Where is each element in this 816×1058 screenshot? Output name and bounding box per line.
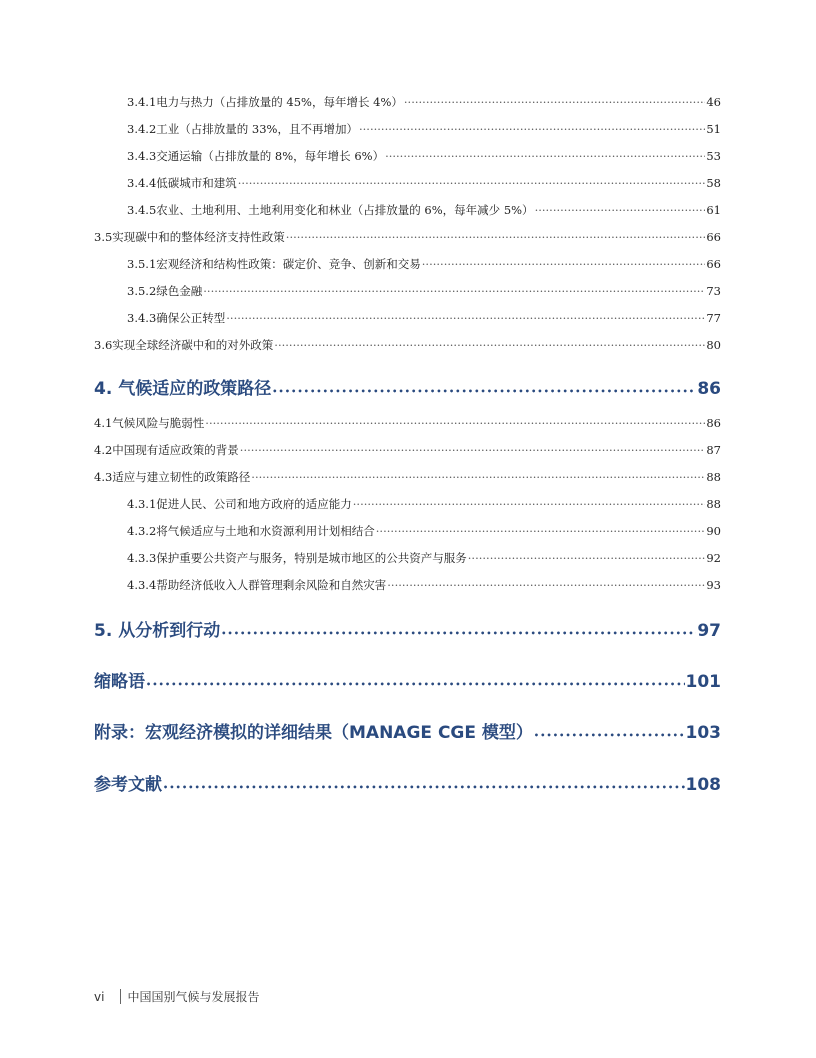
toc-leader-dots: [203, 283, 705, 299]
toc-number: 4.3.2: [127, 524, 157, 538]
toc-leader-dots: [387, 577, 705, 593]
toc-title: 电力与热力（占排放量的 45%，每年增长 4%）: [156, 95, 403, 109]
page-footer: [94, 988, 259, 1005]
toc-title: 附录：宏观经济模拟的详细结果（MANAGE CGE 模型）: [94, 723, 533, 743]
toc-leader-dots: [286, 229, 706, 245]
toc-title: 缩略语: [94, 672, 145, 692]
toc-entry-4-1[interactable]: [94, 415, 721, 431]
toc-number: 4.3.1: [127, 497, 157, 511]
toc-number: 3.4.5: [127, 203, 157, 217]
toc-page: 51: [706, 122, 721, 136]
toc-number: 3.4.3: [127, 149, 157, 163]
toc-leader-dots: [274, 337, 705, 353]
toc-entry-3-5-1[interactable]: [94, 256, 721, 272]
toc-entry-4-3-3[interactable]: [94, 550, 721, 566]
report-title: 中国国别气候与发展报告: [127, 990, 260, 1004]
toc-page: 92: [706, 551, 721, 565]
toc-references[interactable]: [94, 774, 721, 799]
toc-page: 93: [706, 578, 721, 592]
toc-title: 农业、土地利用、土地利用变化和林业（占排放量的 6%，每年减少 5%）: [156, 203, 534, 217]
toc-number: 4.3.4: [127, 578, 157, 592]
toc-page: 66: [706, 257, 721, 271]
toc-number: 4.3.3: [127, 551, 157, 565]
toc-title: 宏观经济和结构性政策：碳定价、竞争、创新和交易: [156, 257, 421, 271]
toc-title: 交通运输（占排放量的 8%，每年增长 6%）: [156, 149, 385, 163]
toc-entry-4-3-2[interactable]: [94, 523, 721, 539]
toc-leader-dots: [205, 415, 705, 431]
toc-entry-4-2[interactable]: [94, 442, 721, 458]
footer-divider: [120, 989, 121, 1004]
toc-entry-4-3-1[interactable]: [94, 496, 721, 512]
toc-page: 80: [706, 338, 721, 352]
toc-page: 58: [706, 176, 721, 190]
toc-number: 3.5.2: [127, 284, 157, 298]
toc-leader-dots: [240, 442, 706, 458]
toc-leader-dots: [359, 121, 705, 137]
toc-leader-dots: [385, 148, 705, 164]
toc-title: 中国现有适应政策的背景: [112, 443, 239, 457]
toc-title: 将气候适应与土地和水资源利用计划相结合: [156, 524, 375, 538]
toc-leader-dots: [353, 496, 706, 512]
toc-leader-dots: [534, 722, 685, 747]
toc-number: 3.4.2: [127, 122, 157, 136]
toc-leader-dots: [376, 523, 706, 539]
toc-leader-dots: [226, 310, 705, 326]
toc-title: 5. 从分析到行动: [94, 621, 221, 641]
toc-page: 86: [697, 379, 721, 399]
toc-leader-dots: [163, 774, 685, 799]
toc-entry-3-4-3-just-transition[interactable]: [94, 310, 721, 326]
toc-entry-3-4-2[interactable]: [94, 121, 721, 137]
toc-entry-3-4-5[interactable]: [94, 202, 721, 218]
toc-title: 促进人民、公司和地方政府的适应能力: [156, 497, 352, 511]
toc-page: 86: [706, 416, 721, 430]
toc-abbreviations[interactable]: [94, 671, 721, 696]
toc-title: 工业（占排放量的 33%，且不再增加）: [156, 122, 358, 136]
toc-page: 73: [706, 284, 721, 298]
toc-number: 3.4.3: [127, 311, 157, 325]
toc-page: 46: [706, 95, 721, 109]
toc-number: 4.1: [94, 416, 113, 430]
toc-title: 低碳城市和建筑: [156, 176, 237, 190]
toc-number: 4.3: [94, 470, 113, 484]
toc-leader-dots: [146, 671, 685, 696]
toc-page: 90: [706, 524, 721, 538]
toc-leader-dots: [422, 256, 706, 272]
toc-title: 适应与建立韧性的政策路径: [112, 470, 251, 484]
toc-title: 帮助经济低收入人群管理剩余风险和自然灾害: [156, 578, 387, 592]
toc-number: 3.6: [94, 338, 113, 352]
toc-entry-3-5[interactable]: [94, 229, 721, 245]
toc-page: 77: [706, 311, 721, 325]
toc-leader-dots: [221, 620, 696, 645]
toc-title: 绿色金融: [156, 284, 203, 298]
toc-page: 101: [685, 672, 721, 692]
toc-entry-3-4-1[interactable]: [94, 94, 721, 110]
toc-title: 实现碳中和的整体经济支持性政策: [112, 230, 285, 244]
toc-entry-4-3[interactable]: [94, 469, 721, 485]
toc-leader-dots: [404, 94, 705, 110]
toc-leader-dots: [535, 202, 706, 218]
toc-page: 61: [706, 203, 721, 217]
toc-number: 3.4.4: [127, 176, 157, 190]
toc-entry-3-6[interactable]: [94, 337, 721, 353]
toc-title: 确保公正转型: [156, 311, 226, 325]
toc-number: 4.2: [94, 443, 113, 457]
toc-entry-3-4-3[interactable]: [94, 148, 721, 164]
toc-title: 参考文献: [94, 775, 162, 795]
toc-page: 88: [706, 497, 721, 511]
toc-title: 4. 气候适应的政策路径: [94, 379, 272, 399]
toc-leader-dots: [468, 550, 706, 566]
toc-chapter-4[interactable]: [94, 378, 721, 403]
toc-title: 保护重要公共资产与服务，特别是城市地区的公共资产与服务: [156, 551, 467, 565]
toc-page: 103: [685, 723, 721, 743]
toc-entry-3-5-2[interactable]: [94, 283, 721, 299]
toc-title: 实现全球经济碳中和的对外政策: [112, 338, 274, 352]
toc-entry-4-3-4[interactable]: [94, 577, 721, 593]
toc-page: 88: [706, 470, 721, 484]
toc-entry-3-4-4[interactable]: [94, 175, 721, 191]
toc-title: 气候风险与脆弱性: [112, 416, 205, 430]
toc-leader-dots: [238, 175, 706, 191]
toc-number: 3.4.1: [127, 95, 157, 109]
toc-page: 87: [706, 443, 721, 457]
toc-chapter-5[interactable]: [94, 620, 721, 645]
toc-leader-dots: [251, 469, 705, 485]
toc-appendix[interactable]: [94, 722, 721, 747]
toc-number: 3.5.1: [127, 257, 157, 271]
page-number: vi: [94, 989, 105, 1004]
toc-number: 3.5: [94, 230, 113, 244]
toc-leader-dots: [272, 378, 696, 403]
toc-page: 53: [706, 149, 721, 163]
toc-page: 66: [706, 230, 721, 244]
toc-page: 108: [685, 775, 721, 795]
toc-page: 97: [697, 621, 721, 641]
